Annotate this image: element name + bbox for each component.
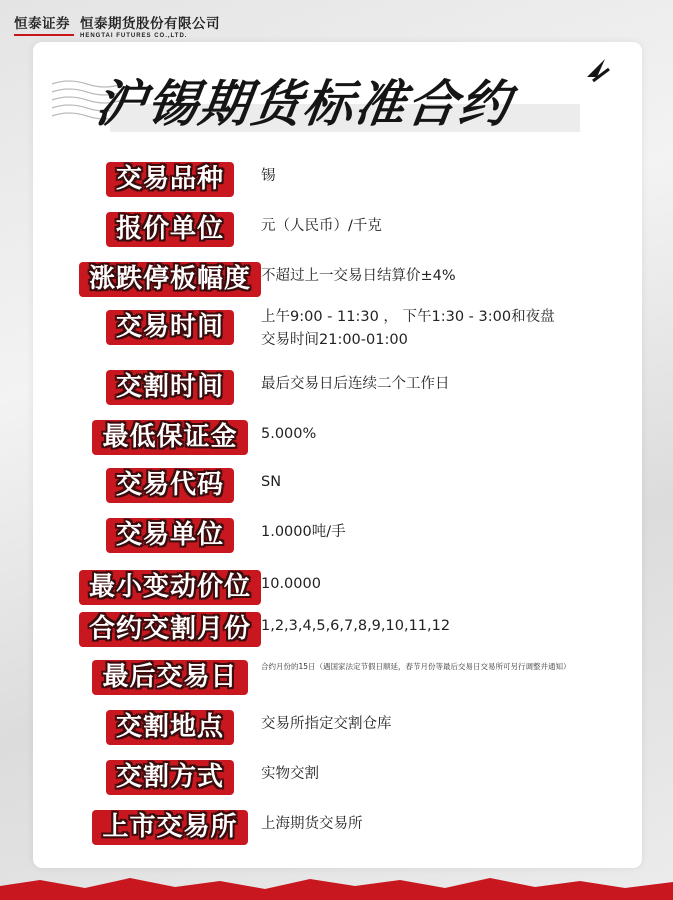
row-label: 交易代码 xyxy=(106,468,234,503)
row-label: 交易时间 xyxy=(106,310,234,345)
row-label: 最后交易日 xyxy=(92,660,247,695)
row-value-text: 1.0000吨/手 xyxy=(261,524,346,540)
row-label-wrap xyxy=(45,570,295,605)
row-value-text: 最后交易日后连续二个工作日 xyxy=(261,376,450,392)
row-value xyxy=(261,373,450,396)
page-title: 沪锡期货标准合约 xyxy=(91,75,516,133)
row-value xyxy=(261,215,382,238)
row-label-wrap xyxy=(45,420,295,455)
row-value xyxy=(261,813,363,836)
row-label: 交易单位 xyxy=(106,518,234,553)
row-value-text: 元（人民币）/千克 xyxy=(261,218,382,234)
row-label-wrap xyxy=(45,760,295,795)
row-label-wrap xyxy=(45,162,295,197)
row-label-wrap xyxy=(45,262,295,297)
torn-paper-edge-decoration xyxy=(0,872,673,900)
row-value-text: 锡 xyxy=(261,168,276,184)
row-label-wrap xyxy=(45,710,295,745)
row-value xyxy=(261,662,571,672)
row-label-wrap xyxy=(45,660,295,695)
row-value xyxy=(261,165,276,188)
row-value-text: 不超过上一交易日结算价±4% xyxy=(261,268,456,284)
brand-secondary-en: HENGTAI FUTURES CO.,LTD. xyxy=(80,33,188,39)
brand-header xyxy=(14,12,220,39)
row-label-wrap xyxy=(45,370,295,405)
spark-icon xyxy=(583,55,613,85)
row-label-wrap xyxy=(45,518,295,553)
row-value xyxy=(261,573,321,596)
row-label: 报价单位 xyxy=(106,212,234,247)
row-label-wrap xyxy=(45,212,295,247)
brand-secondary-name: 恒泰期货股份有限公司 xyxy=(80,16,220,32)
row-label-wrap xyxy=(45,468,295,503)
row-value-text: 5.000% xyxy=(261,426,317,442)
row-label: 交割地点 xyxy=(106,710,234,745)
row-value-text: 10.0000 xyxy=(261,576,321,592)
row-label: 交割方式 xyxy=(106,760,234,795)
row-value xyxy=(261,423,316,446)
row-label: 交易品种 xyxy=(106,162,234,197)
row-value-text: 交易所指定交割仓库 xyxy=(261,716,392,732)
row-label: 上市交易所 xyxy=(92,810,247,845)
row-value xyxy=(261,713,392,736)
row-label-wrap xyxy=(45,310,295,345)
row-label: 最小变动价位 xyxy=(79,570,261,605)
row-value-text: 合约月份的15日（遇国家法定节假日顺延，春节月份等最后交易日交易所可另行调整并通知） xyxy=(261,662,571,671)
brand-primary-name: 恒泰证券 xyxy=(14,16,70,32)
row-value-text-line2: 交易时间21:00-01:00 xyxy=(261,332,408,348)
brand-secondary-logo xyxy=(80,12,220,39)
row-value-text: 上午9:00 - 11:30 ， 下午1:30 - 3:00和夜盘 xyxy=(261,309,555,325)
brand-primary-rule xyxy=(14,34,74,36)
row-value xyxy=(261,615,450,638)
row-value xyxy=(261,521,346,544)
row-label-wrap xyxy=(45,612,295,647)
row-label: 交割时间 xyxy=(106,370,234,405)
brand-primary-logo xyxy=(14,12,74,36)
row-value-text: 上海期货交易所 xyxy=(261,816,363,832)
row-value-text: 实物交割 xyxy=(261,766,319,782)
row-value xyxy=(261,471,281,494)
row-value xyxy=(261,265,456,288)
row-label: 最低保证金 xyxy=(92,420,247,455)
row-value xyxy=(261,306,555,352)
row-label-wrap xyxy=(45,810,295,845)
row-value-text: SN xyxy=(261,474,282,490)
row-value xyxy=(261,763,319,786)
row-label: 合约交割月份 xyxy=(79,612,261,647)
row-value-text: 1,2,3,4,5,6,7,8,9,10,11,12 xyxy=(261,618,451,634)
row-label: 涨跌停板幅度 xyxy=(79,262,261,297)
